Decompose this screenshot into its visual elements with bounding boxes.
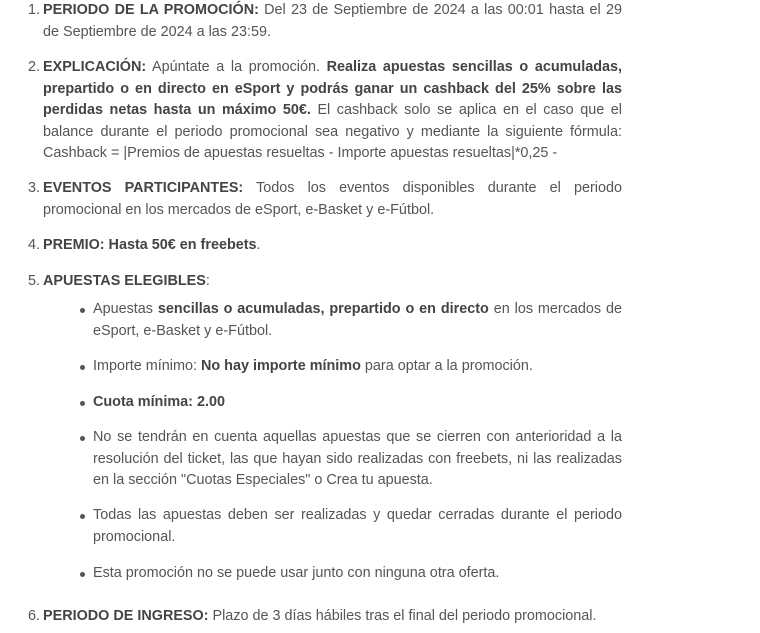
section-heading: PERIODO DE INGRESO: bbox=[43, 608, 209, 624]
section-heading: PERIODO DE LA PROMOCIÓN: bbox=[43, 2, 259, 18]
section-promotion-period bbox=[27, 0, 622, 43]
section-eligible-bets bbox=[27, 271, 622, 293]
bet-rule-highlight: Cuota mínima: 2.00 bbox=[93, 394, 225, 410]
section-text-continued: El cashback solo se aplica en el caso que el balance durante el periodo promocional sea negativo y mediante la siguiente fórmula: Cashback = |Premios de apuestas resueltas - Importe apuestas resueltas|*0,25 - bbox=[43, 102, 622, 161]
section-number: 6. bbox=[27, 608, 40, 624]
section-heading: PREMIO: Hasta 50€ en freebets bbox=[43, 237, 257, 253]
section-prize bbox=[27, 235, 622, 257]
section-text: Apúntate a la promoción. bbox=[146, 59, 327, 75]
bet-rule-highlight: sencillas o acumuladas, prepartido o en directo bbox=[157, 301, 489, 317]
section-text: Plazo de 3 días hábiles tras el final del periodo promocional. bbox=[208, 608, 597, 624]
bet-rule-highlight: No hay importe mínimo bbox=[200, 358, 361, 374]
section-number: 3. bbox=[27, 180, 40, 196]
section-deposit-period bbox=[27, 606, 622, 628]
bet-rule-item bbox=[93, 356, 622, 378]
bullet-icon bbox=[80, 401, 85, 406]
bet-rule-item bbox=[93, 299, 622, 342]
section-number: 5. bbox=[27, 273, 40, 289]
bet-rule-text: Todas las apuestas deben ser realizadas y quedar cerradas durante el periodo promocional. bbox=[93, 507, 622, 545]
section-heading: EVENTOS PARTICIPANTES: bbox=[43, 180, 244, 196]
section-heading: EXPLICACIÓN: bbox=[43, 59, 147, 75]
bet-rule-item bbox=[93, 427, 622, 492]
section-number: 4. bbox=[27, 237, 40, 253]
section-highlight: Realiza apuestas sencillas o acumuladas, prepartido o en directo en eSport y podrás ganar un cashback del 25% sobre las perdidas netas hasta un máximo 50€. bbox=[43, 59, 622, 118]
bullet-icon bbox=[80, 514, 85, 519]
bet-rule-text-continued: en los mercados de eSport, e-Basket y e-Fútbol. bbox=[93, 301, 623, 339]
bet-rule-item bbox=[93, 563, 622, 585]
bet-rule-text: Importe mínimo: bbox=[93, 358, 201, 374]
section-text: : bbox=[205, 273, 210, 289]
section-number: 2. bbox=[27, 59, 40, 75]
section-text: Del 23 de Septiembre de 2024 a las 00:01 hasta el 29 de Septiembre de 2024 a las 23:59. bbox=[43, 2, 622, 40]
section-heading: APUESTAS ELEGIBLES bbox=[43, 273, 206, 289]
section-text: . bbox=[256, 237, 261, 253]
bullet-icon bbox=[80, 436, 85, 441]
section-explanation bbox=[27, 57, 622, 165]
bet-rule-text: Esta promoción no se puede usar junto con ninguna otra oferta. bbox=[93, 565, 500, 581]
bet-rule-text: Apuestas bbox=[93, 301, 158, 317]
bullet-icon bbox=[80, 308, 85, 313]
bullet-icon bbox=[80, 572, 85, 577]
bullet-icon bbox=[80, 365, 85, 370]
bet-rule-item bbox=[93, 392, 622, 414]
bet-rule-text-continued: para optar a la promoción. bbox=[360, 358, 533, 374]
bet-rule-item bbox=[93, 505, 622, 548]
section-number: 1. bbox=[27, 2, 40, 18]
section-participating-events bbox=[27, 178, 622, 221]
section-text: Todos los eventos disponibles durante el periodo promocional en los mercados de eSport, e-Basket y e-Fútbol. bbox=[43, 180, 622, 218]
bet-rule-text: No se tendrán en cuenta aquellas apuestas que se cierren con anterioridad a la resolución del ticket, las que hayan sido realizadas con freebets, ni las realizadas en la sección "Cuotas Especiales" o Crea tu apuesta. bbox=[93, 429, 622, 488]
